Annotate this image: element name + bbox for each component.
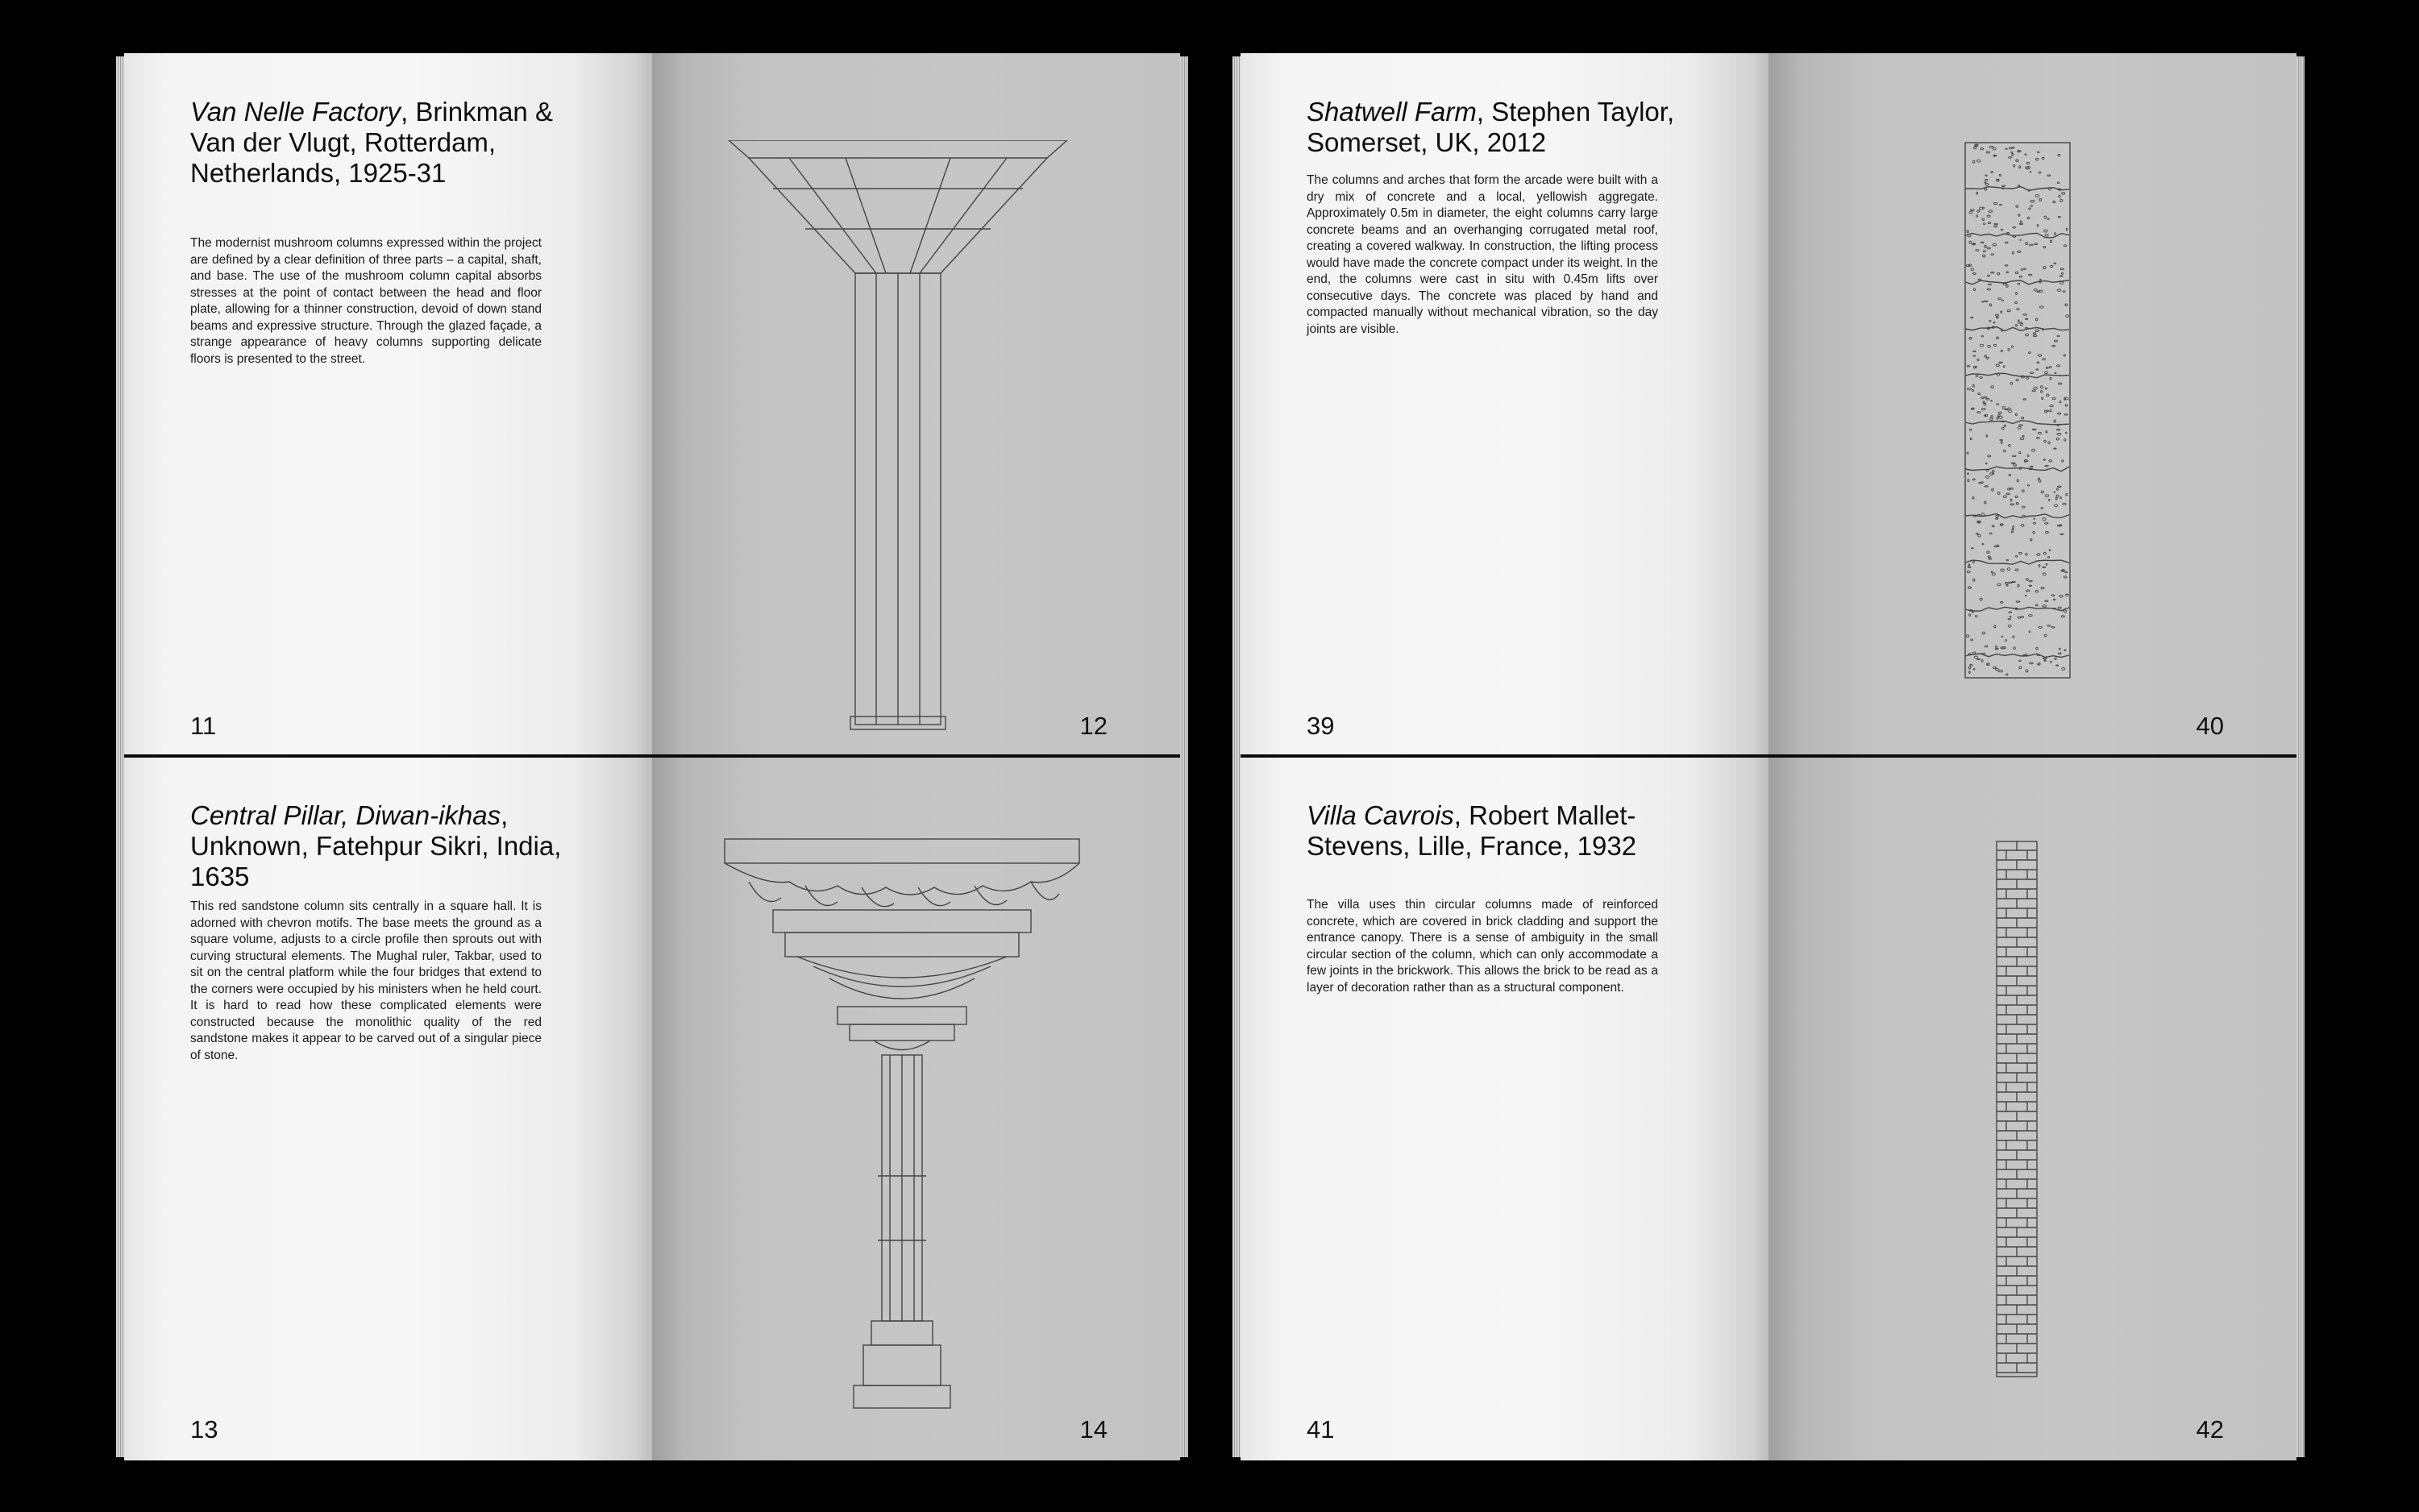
title-rest: , Unknown, Fatehpur Sikri, India, 1635 bbox=[190, 800, 562, 891]
page-right bbox=[652, 53, 1180, 757]
body-text: The modernist mushroom columns expressed within the project are defined by a clear definition of three parts – a capital, shaft, and base. The use of the mushroom column capital absorbs stresses at the point of contact between the head and floor plate, allowing for a thinner construction, devoid of down stand beams and expressive structure. Through the glazed façade, a strange appearance of heavy columns supporting delicate floors is presented to the street. bbox=[190, 236, 542, 366]
title-italic: Shatwell Farm bbox=[1307, 97, 1477, 127]
page-number: 13 bbox=[190, 1415, 218, 1443]
page-left bbox=[1241, 757, 1769, 1460]
title-italic: Van Nelle Factory bbox=[190, 97, 401, 127]
body-text: The villa uses thin circular columns made of reinforced concrete, which are covered in brick cladding and support the entrance canopy. There is a sense of ambiguity in the small circular section of the column, which can only accommodate a few joints in the brickwork. This allows the brick to be read as a layer of decoration rather than as a structural component. bbox=[1307, 898, 1658, 995]
title-rest: , Brinkman & Van der Vlugt, Rotterdam, Netherlands, 1925-31 bbox=[190, 97, 553, 188]
concrete-column-drawing bbox=[1964, 142, 2071, 679]
title-rest: , Stephen Taylor, Somerset, UK, 2012 bbox=[1307, 97, 1675, 157]
page-number: 12 bbox=[1079, 712, 1108, 740]
body-text: The columns and arches that form the arcade were built with a dry mix of concrete and a local, yellowish aggregate. Approximately 0.5m in diameter, the eight columns carry large concrete beams and an overhanging corrugated metal roof, creating a covered walkway. In construction, the lifting process would have made the concrete compact under its weight. In the end, the columns were cast in situ with 0.45m lifts over consecutive days. The concrete was placed by hand and compacted manually without mechanical vibration, so the day joints are visible. bbox=[1307, 173, 1658, 336]
page-title bbox=[190, 97, 569, 189]
page-number: 14 bbox=[1079, 1415, 1108, 1443]
page-number: 41 bbox=[1307, 1415, 1335, 1443]
page-number: 39 bbox=[1307, 712, 1335, 740]
page-right bbox=[1769, 757, 2296, 1460]
page-title bbox=[190, 800, 569, 892]
body-text: This red sandstone column sits centrally in a square hall. It is adorned with chevron motifs. The base meets the ground as a square volume, adjusts to a circle profile then sprouts out with curving structural elements. The Mughal ruler, Takbar, used to sit on the central platform while the four bridges that extend to the corners were occupied by his ministers when he held court. It is hard to read how these complicated elements were constructed because the monolithic quality of the red sandstone makes it appear to be carved out of a singular piece of stone. bbox=[190, 899, 542, 1062]
page-title bbox=[1307, 800, 1685, 862]
spread-van-nelle bbox=[124, 53, 1180, 757]
page-left bbox=[124, 53, 652, 757]
title-rest: , Robert Mallet-Stevens, Lille, France, 1932 bbox=[1307, 800, 1637, 861]
spread-shatwell-farm bbox=[1241, 53, 2296, 757]
pillar-drawing bbox=[717, 837, 1087, 1418]
page-number: 11 bbox=[190, 712, 217, 740]
mushroom-column-drawing bbox=[725, 140, 1079, 737]
page-number: 42 bbox=[2196, 1415, 2224, 1443]
page-right bbox=[652, 757, 1180, 1460]
page-left bbox=[1241, 53, 1769, 757]
page-right bbox=[1769, 53, 2296, 757]
brick-column-drawing bbox=[1996, 841, 2038, 1377]
page-title bbox=[1307, 97, 1685, 158]
book-right bbox=[1241, 53, 2296, 1460]
book-left bbox=[124, 53, 1180, 1460]
spread-diwan-ikhas bbox=[124, 757, 1180, 1460]
spread-divider bbox=[124, 754, 1180, 758]
page-left bbox=[124, 757, 652, 1460]
page-number: 40 bbox=[2196, 712, 2224, 740]
title-italic: Villa Cavrois bbox=[1307, 800, 1454, 830]
spread-divider bbox=[1241, 754, 2296, 758]
title-italic: Central Pillar, Diwan-ikhas bbox=[190, 800, 501, 830]
spread-villa-cavrois bbox=[1241, 757, 2296, 1460]
